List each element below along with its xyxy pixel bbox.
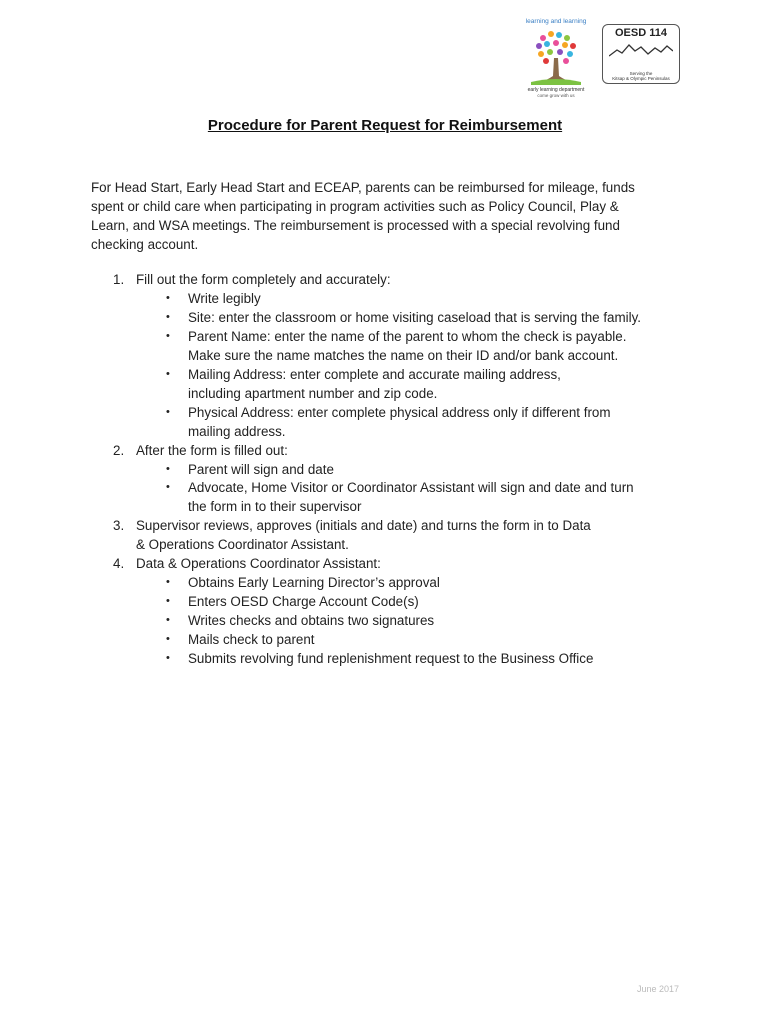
bullet-icon: •	[166, 614, 170, 627]
bullet-icon: •	[166, 633, 170, 646]
bullet-text: Mailing Address: enter complete and accurate mailing address,	[188, 366, 561, 382]
bullet-text: the form in to their supervisor	[188, 499, 362, 515]
bullet-text: Site: enter the classroom or home visiting caseload that is serving the family.	[188, 309, 642, 325]
step-number: 4.	[113, 556, 125, 572]
step-number: 3.	[113, 518, 125, 534]
step-text: Fill out the form completely and accurately:	[136, 272, 391, 287]
logo-bottom-text-2: come grow with us	[537, 93, 575, 98]
logo-bottom-text-1: early learning department	[527, 87, 585, 93]
bullet-icon: •	[166, 329, 170, 342]
bullet-icon: •	[166, 310, 170, 323]
step-number: 2.	[113, 442, 125, 458]
bullet-text: Physical Address: enter complete physical address only if different from	[188, 404, 611, 420]
oesd-114-logo	[602, 24, 680, 84]
bullet-icon: •	[166, 367, 170, 380]
bullet-text: Mails check to parent	[188, 632, 315, 648]
bullet-icon: •	[166, 652, 170, 664]
page-title: Procedure for Parent Request for Reimbursement	[207, 117, 563, 134]
bullet-text: Writes checks and obtains two signatures	[188, 613, 435, 629]
step-text: After the form is filled out:	[136, 442, 288, 458]
bullet-icon: •	[166, 405, 170, 418]
bullet-text: Advocate, Home Visitor or Coordinator Assistant will sign and date and turn	[188, 480, 634, 496]
mountain-icon	[609, 42, 673, 58]
early-learning-tree-logo	[513, 14, 599, 100]
bullet-text: Write legibly	[188, 290, 261, 306]
bullet-icon: •	[166, 595, 170, 608]
step-number: 1.	[113, 272, 125, 287]
bullet-icon: •	[166, 291, 170, 304]
bullet-text: Make sure the name matches the name on their ID and/or bank account.	[188, 347, 619, 363]
step-text: Data & Operations Coordinator Assistant:	[136, 556, 381, 572]
bullet-text: Submits revolving fund replenishment request to the Business Office	[188, 651, 594, 666]
bullet-text: Parent will sign and date	[188, 461, 334, 477]
bullet-text: including apartment number and zip code.	[188, 385, 438, 401]
bullet-text: mailing address.	[188, 423, 286, 439]
footer-date: June 2017	[637, 984, 680, 994]
bullet-text: Parent Name: enter the name of the parent to whom the check is payable.	[188, 328, 627, 344]
step-text: Supervisor reviews, approves (initials and date) and turns the form in to Data	[136, 518, 591, 534]
bullet-icon: •	[166, 462, 170, 475]
bullet-text: Enters OESD Charge Account Code(s)	[188, 594, 419, 610]
intro-paragraph: For Head Start, Early Head Start and ECEAP, parents can be reimbursed for mileage, funds spent or child care when participating in program activities such as Policy Council, Play & Learn, and WSA meetings. The reimbursement is processed with a special revolving fund checking account.	[91, 180, 635, 252]
bullet-text: Obtains Early Learning Director’s approval	[188, 575, 440, 591]
bullet-icon: •	[166, 481, 170, 494]
bullet-icon: •	[166, 576, 170, 589]
oesd-logo-subtitle: Serving the Kitsap & Olympic Peninsulas	[612, 71, 670, 81]
header-logos	[505, 14, 690, 100]
oesd-logo-title: OESD 114	[615, 27, 667, 39]
step-text: & Operations Coordinator Assistant.	[136, 537, 349, 553]
logo-top-text: learning and learning	[525, 18, 587, 25]
